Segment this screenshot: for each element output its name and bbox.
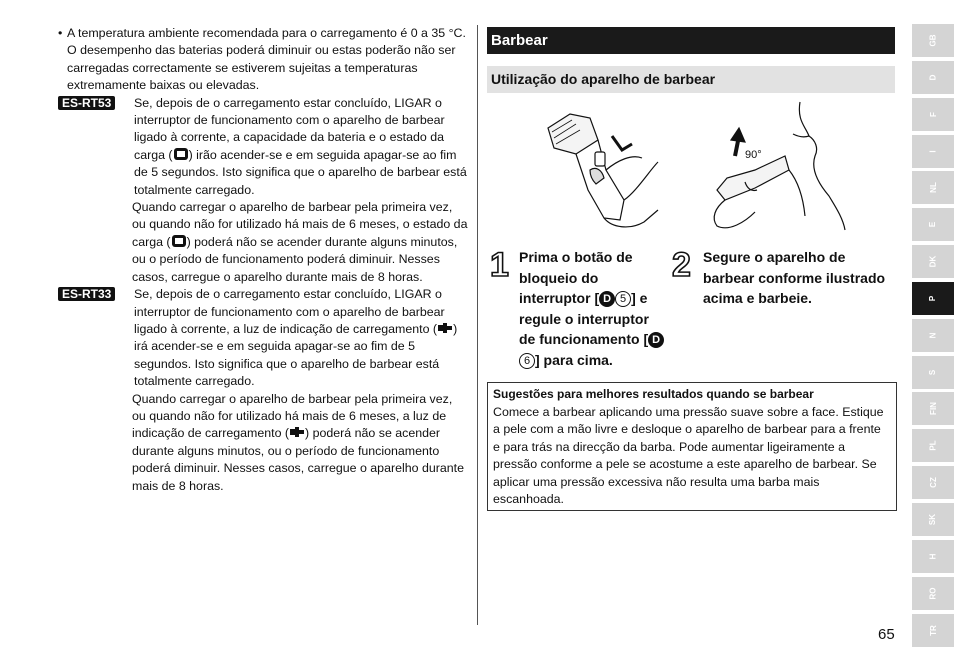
language-tab-label: CZ — [928, 477, 938, 488]
tips-body: Comece a barbear aplicando uma pressão suave sobre a face. Estique a pele com a mão livre e desloque o aparelho de barbear para a frente e para trás na direcção da barba. Pode aumentar ligeiramente a pressão conforme a pele se acostume a este aparelho de barbear. Se aplicar uma pressão excessiva não resulta uma barba mais escanhoada. — [493, 404, 884, 506]
language-tab-label: FIN — [928, 402, 938, 416]
angle-label: 90° — [745, 149, 762, 161]
es-rt53-paragraph-2: Quando carregar o aparelho de barbear pela primeira vez, ou quando não for utilizado há mais de 6 meses, o estado da carga ( ) poderá não se acender durante alguns minutos, ou o período de funcionamento poderá diminuir. Nesses casos, carregue o aparelho durante mais de 8 horas. — [132, 200, 468, 284]
language-tab-label: E — [928, 222, 938, 228]
language-tab-d[interactable] — [912, 61, 954, 94]
language-tab-label: RO — [928, 587, 938, 600]
language-tab-ro[interactable] — [912, 577, 954, 610]
language-tab-f[interactable] — [912, 98, 954, 131]
language-tab-e[interactable] — [912, 208, 954, 241]
shaving-angle-illustration — [705, 96, 850, 236]
language-tabs — [912, 24, 954, 650]
step-2-number: 2 — [672, 246, 691, 284]
step-1-number: 1 — [490, 246, 509, 284]
shaving-tips-box — [487, 382, 897, 511]
language-tab-label: NL — [928, 182, 938, 194]
es-rt53-paragraph-1: Se, depois de o carregamento estar concluído, LIGAR o interruptor de funcionamento com o aparelho de barbear ligado à corrente, a capacidade da bateria e o estado da carga ( ) irão acender-se e em seguida apagar-se ao fim de 5 segundos. Isto significa que o aparelho de barbear está totalmente carregado. — [134, 95, 467, 197]
temperature-note — [58, 25, 468, 95]
tips-title: Sugestões para melhores resultados quando se barbear — [493, 387, 814, 401]
letter-d-circle: D — [599, 291, 615, 307]
es-rt33-paragraph-1: Se, depois de o carregamento estar concluído, LIGAR o interruptor de funcionamento com o aparelho de barbear ligado à corrente, a luz de indicação de carregamento ( ) irá acender-se e em seguida apagar-se ao fim de 5 segundos. Isto significa que o aparelho de barbear está totalmente carregado. — [134, 287, 458, 389]
step-1-text: Prima o botão de bloqueio do interruptor [ D 5 ] e regule o interruptor de funcionamento [ D6 ] para cima. — [519, 247, 669, 370]
language-tab-label: H — [928, 553, 938, 560]
language-tab-label: S — [928, 369, 938, 375]
es-rt33-block — [58, 286, 468, 495]
plug-icon — [437, 322, 453, 334]
battery-icon — [171, 234, 187, 248]
language-tab-label: GB — [928, 34, 938, 47]
model-badge-es-rt33: ES-RT33 — [58, 287, 115, 301]
number-5-circle: 5 — [615, 291, 631, 307]
language-tab-sk[interactable] — [912, 503, 954, 536]
es-rt33-paragraph-2: Quando carregar o aparelho de barbear pela primeira vez, ou quando não for utilizado há mais de 6 meses, a luz de indicação de carregamento ( ) poderá não se acender durante alguns minutos, ou o período de funcionamento poderá diminuir. Nesses casos, carregue o aparelho durante mais de 8 horas. — [132, 391, 464, 493]
language-tab-label: I — [928, 149, 938, 153]
language-tab-label: SK — [928, 513, 938, 526]
language-tab-p[interactable] — [912, 282, 954, 315]
language-tab-gb[interactable] — [912, 24, 954, 57]
language-tab-label: DK — [928, 255, 938, 268]
battery-icon — [173, 147, 189, 161]
language-tab-h[interactable] — [912, 540, 954, 573]
language-tab-cz[interactable] — [912, 466, 954, 499]
language-tab-fin[interactable] — [912, 392, 954, 425]
language-tab-label: D — [928, 74, 938, 81]
language-tab-n[interactable] — [912, 319, 954, 352]
page-number: 65 — [878, 626, 895, 643]
language-tab-i[interactable] — [912, 135, 954, 168]
subsection-title: Utilização do aparelho de barbear — [487, 66, 895, 93]
number-6-circle: 6 — [519, 353, 535, 369]
shaver-switch-illustration — [540, 100, 665, 235]
es-rt53-block — [58, 95, 468, 286]
language-tab-dk[interactable] — [912, 245, 954, 278]
bullet-dot: • — [58, 26, 63, 40]
plug-icon — [289, 426, 305, 438]
language-tab-pl[interactable] — [912, 429, 954, 462]
language-tab-label: N — [928, 332, 938, 339]
language-tab-tr[interactable] — [912, 614, 954, 647]
letter-d-circle: D — [648, 332, 664, 348]
left-column — [58, 25, 468, 495]
language-tab-s[interactable] — [912, 356, 954, 389]
temperature-note-text: A temperatura ambiente recomendada para o carregamento é 0 a 35 °C. O desempenho das baterias poderá diminuir ou estas poderão não ser carregadas correctamente se estiverem sujeitas a temperaturas extremamente baixas ou elevadas. — [67, 26, 466, 93]
model-badge-es-rt53: ES-RT53 — [58, 96, 115, 110]
language-tab-nl[interactable] — [912, 171, 954, 204]
column-divider — [477, 25, 478, 625]
step-2-text: Segure o aparelho de barbear conforme ilustrado acima e barbeie. — [703, 249, 886, 306]
section-title: Barbear — [487, 27, 895, 54]
language-tab-label: TR — [928, 624, 938, 636]
language-tab-label: P — [928, 295, 938, 302]
language-tab-label: F — [928, 111, 938, 117]
language-tab-label: PL — [928, 440, 938, 451]
